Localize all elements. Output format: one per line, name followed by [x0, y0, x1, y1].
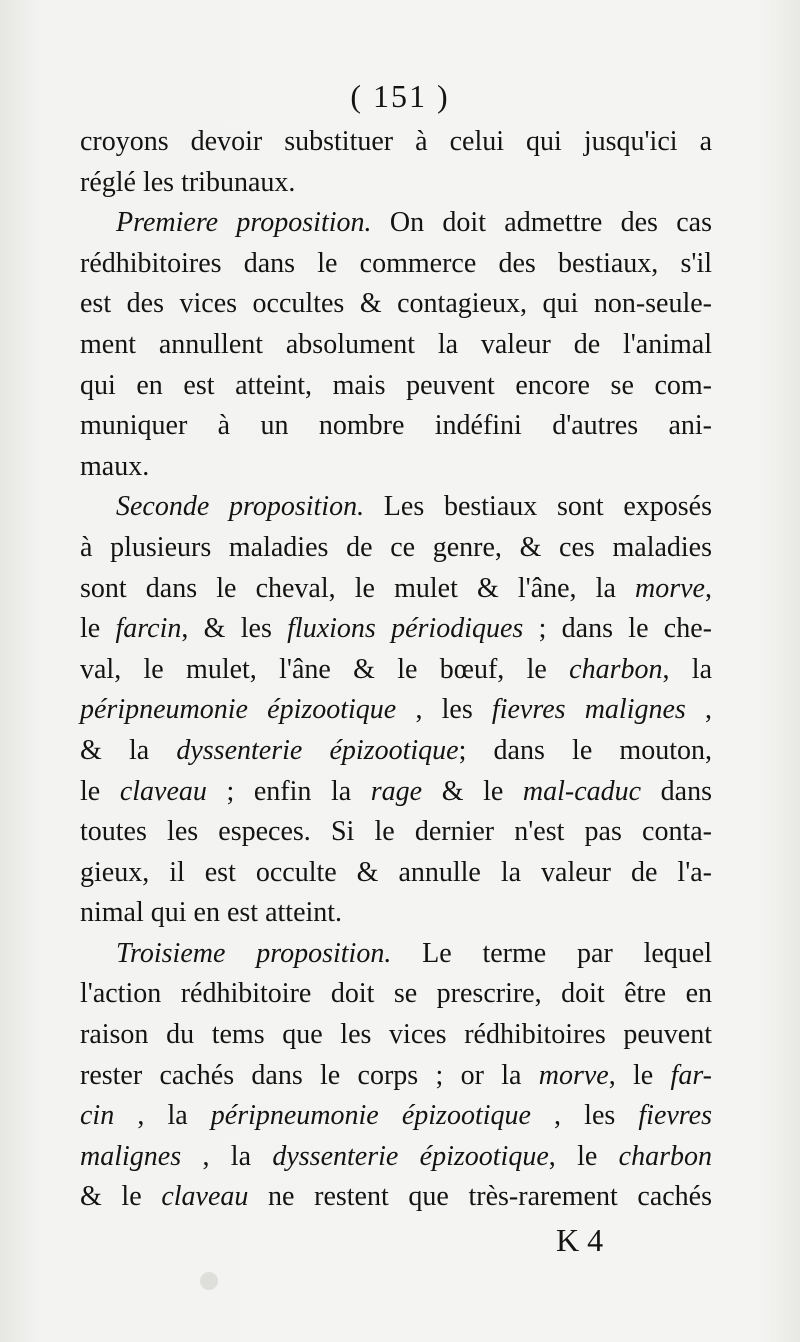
text-run: Les bestiaux sont exposés	[364, 491, 713, 523]
text-run: , les	[530, 1100, 639, 1132]
italic-term: dyssenterie épizootique	[272, 1140, 549, 1172]
text-line	[80, 690, 712, 731]
text-run: le	[80, 775, 120, 807]
text-run: , & les	[181, 613, 288, 645]
text-line: rédhibitoires dans le commerce des bestiaux, s'il	[80, 247, 712, 279]
text-line: croyons devoir substituer à celui qui jusqu'ici a	[80, 126, 712, 157]
text-line	[80, 1056, 712, 1097]
text-line: muniquer à un nombre indéfini d'autres ani-	[80, 410, 712, 442]
italic-term: morve	[635, 572, 705, 604]
page-number: ( 151 )	[350, 78, 450, 114]
text-run: , le	[548, 1140, 619, 1172]
italic-term: malignes	[80, 1140, 182, 1172]
text-run: , la	[662, 653, 712, 685]
text-run: & la	[80, 734, 177, 766]
text-line: est des vices occultes & contagieux, qui non-seule-	[80, 288, 712, 320]
text-run: ,	[685, 694, 712, 726]
text-run: le	[80, 613, 116, 645]
text-run: rester cachés dans le corps ; or la	[80, 1059, 539, 1091]
italic-term: fievres malignes	[491, 694, 686, 726]
text-line	[80, 609, 712, 650]
text-line: ment annullent absolument la valeur de l'animal	[80, 328, 712, 360]
text-run: val, le mulet, l'âne & le bœuf, le	[80, 653, 570, 685]
text-run: , les	[396, 694, 492, 726]
italic-term: mal-caduc	[522, 775, 642, 807]
text-line	[80, 772, 712, 813]
text-run: , la	[181, 1140, 273, 1172]
text-run: sont dans le cheval, le mulet & l'âne, la	[80, 572, 636, 604]
text-line: qui en est atteint, mais peuvent encore se com-	[80, 369, 712, 401]
italic-term: rage	[370, 775, 423, 807]
italic-term: morve	[538, 1059, 609, 1091]
text-run: , la	[114, 1100, 211, 1132]
text-run: ; dans le mouton,	[458, 734, 712, 766]
text-line	[80, 203, 712, 244]
text-line	[80, 1096, 712, 1137]
italic-term: claveau	[161, 1181, 249, 1213]
text-line: toutes les especes. Si le dernier n'est pas conta-	[80, 816, 712, 848]
text-line	[80, 934, 712, 975]
italic-term: péripneumonie épizootique	[80, 694, 397, 726]
text-run: , le	[608, 1059, 671, 1091]
text-line: gieux, il est occulte & annulle la valeur de l'a-	[80, 856, 712, 888]
italic-term: dyssenterie épizootique	[176, 734, 459, 766]
text-line	[80, 1137, 712, 1178]
italic-term: fievres	[638, 1100, 712, 1132]
italic-term: péripneumonie épizootique	[210, 1100, 531, 1132]
italic-term: far-	[670, 1059, 712, 1091]
italic-term: Premiere proposition.	[116, 207, 372, 239]
italic-term: Seconde proposition.	[116, 491, 365, 523]
text-line	[80, 487, 712, 528]
body-text	[80, 122, 712, 1218]
text-line: l'action rédhibitoire doit se prescrire, doit être en	[80, 978, 712, 1010]
italic-term: claveau	[119, 775, 207, 807]
text-line: maux.	[80, 450, 150, 482]
text-run: ; dans le che-	[523, 613, 712, 645]
italic-term: farcin	[115, 613, 182, 645]
text-line: raison du tems que les vices rédhibitoires peuvent	[80, 1019, 712, 1051]
text-run: On doit admettre des cas	[371, 207, 712, 239]
italic-term: charbon	[618, 1140, 712, 1172]
text-line: nimal qui en est atteint.	[80, 897, 343, 929]
italic-term: fluxions périodiques	[287, 613, 524, 645]
text-run: & le	[422, 775, 523, 807]
italic-term: Troisieme proposition.	[116, 937, 392, 969]
text-line: réglé les tribunaux.	[80, 166, 296, 198]
text-run: dans	[641, 775, 712, 807]
text-run: Le terme par lequel	[391, 937, 713, 969]
italic-term: cin	[80, 1100, 115, 1132]
text-run: & le	[80, 1181, 162, 1213]
text-line	[80, 650, 712, 691]
text-line: à plusieurs maladies de ce genre, & ces maladies	[80, 531, 712, 563]
text-run: ; enfin la	[206, 775, 371, 807]
paper-stain	[200, 1272, 218, 1290]
text-line	[80, 569, 712, 610]
text-run: ,	[705, 572, 712, 604]
text-line	[80, 731, 712, 772]
text-line	[80, 1177, 712, 1218]
text-run: ne restent que très-rarement cachés	[248, 1181, 712, 1213]
signature-mark: K 4	[556, 1222, 604, 1258]
italic-term: charbon	[569, 653, 663, 685]
